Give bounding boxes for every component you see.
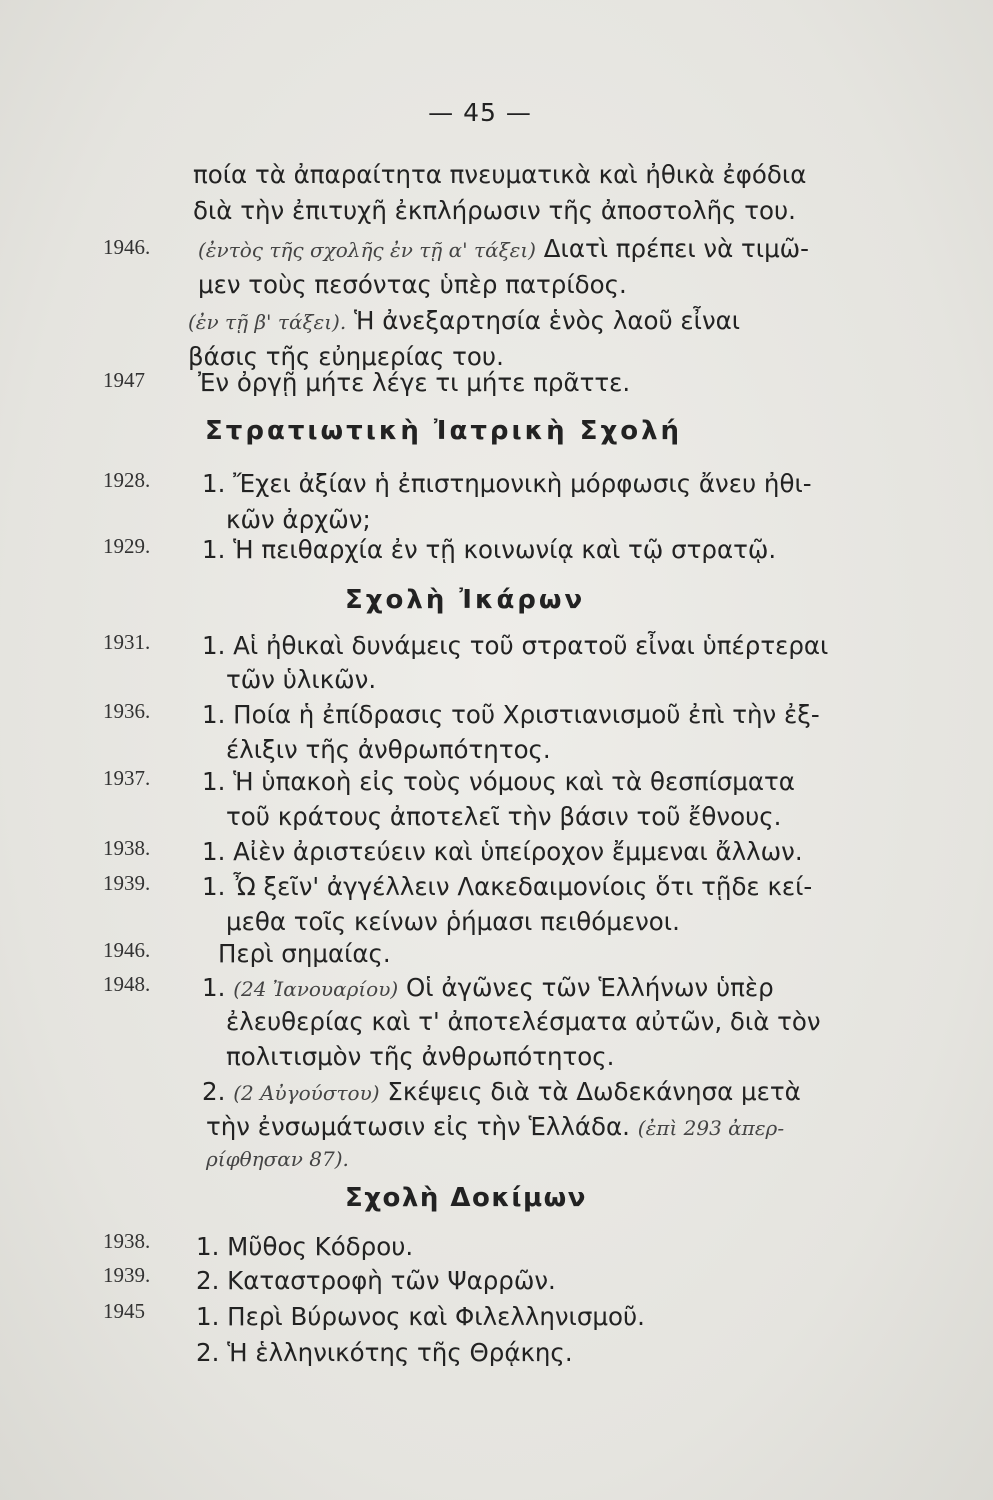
text-line: τῶν ὑλικῶν. [226, 665, 377, 694]
text-line [198, 234, 809, 265]
year-label: 1938. [103, 836, 151, 860]
text-line [206, 1112, 784, 1143]
italic-note: (ἐπὶ 293 ἀπερ- [637, 1116, 785, 1140]
text-line: ἐλευθερίας καὶ τ' ἀποτελέσματα αὐτῶν, διὰ τὸν [226, 1007, 821, 1036]
year-label: 1948. [103, 972, 151, 996]
year-label: 1931. [103, 630, 151, 654]
year-label: 1945 [103, 1299, 145, 1323]
text-line: κῶν ἀρχῶν; [226, 505, 371, 534]
section-heading: Σχολὴ Δοκίμων [345, 1183, 587, 1213]
text-line: έλιξιν τῆς ἀνθρωπότητος. [226, 735, 551, 764]
text-line: 1. Ὦ ξεῖν' ἀγγέλλειν Λακεδαιμονίοις ὅτι τῇδε κεί- [202, 872, 813, 901]
section-heading: Στρατιωτικὴ Ἰατρικὴ Σχολή [205, 416, 683, 446]
italic-note: (ἐν τῇ β' τάξει). [188, 310, 347, 334]
section-heading: Σχολὴ Ἰκάρων [345, 585, 586, 615]
text-line: πολιτισμὸν τῆς ἀνθρωπότητος. [226, 1042, 615, 1071]
italic-note: (ἐντὸς τῆς σχολῆς ἐν τῇ α' τάξει) [198, 238, 536, 262]
page-number: — 45 — [428, 98, 532, 127]
text-line: τοῦ κράτους ἀποτελεῖ τὴν βάσιν τοῦ ἔθνους. [226, 802, 782, 831]
text-line: 1. Περὶ Βύρωνος καὶ Φιλελληνισμοῦ. [196, 1302, 645, 1331]
item-number: 1. [202, 973, 226, 1002]
text-line [202, 973, 774, 1004]
text-line: μεν τοὺς πεσόντας ὑπὲρ πατρίδος. [198, 270, 627, 299]
text-line: 1. Ἡ πειθαρχία ἐν τῇ κοινωνίᾳ καὶ τῷ στρατῷ. [202, 535, 777, 564]
year-label: 1946. [103, 235, 151, 259]
text-span: Σκέψεις διὰ τὰ Δωδεκάνησα μετὰ [387, 1077, 801, 1106]
italic-note: (2 Αὐγούστου) [233, 1081, 380, 1105]
year-label: 1938. [103, 1229, 151, 1253]
italic-note: (24 Ἰανουαρίου) [233, 977, 399, 1001]
text-span: Ἡ ἀνεξαρτησία ἑνὸς λαοῦ εἶναι [354, 306, 741, 335]
text-line [188, 306, 740, 337]
text-span: Διατὶ πρέπει νὰ τιμῶ- [543, 234, 810, 263]
year-label: 1946. [103, 938, 151, 962]
text-line: 2. Καταστροφὴ τῶν Ψαρρῶν. [196, 1266, 556, 1295]
text-line: Περὶ σημαίας. [218, 939, 391, 968]
year-label: 1947 [103, 368, 145, 392]
text-line: Ἐν ὀργῇ μήτε λέγε τι μήτε πρᾶττε. [198, 368, 631, 397]
text-line: 1. Αἱ ἠθικαὶ δυνάμεις τοῦ στρατοῦ εἶναι ὑπέρτεραι [202, 631, 829, 660]
text-line: ποία τὰ ἀπαραίτητα πνευματικὰ καὶ ἠθικὰ ἐφόδια [193, 160, 807, 189]
text-line: διὰ τὴν ἐπιτυχῆ ἐκπλήρωσιν τῆς ἀποστολῆς του. [193, 196, 796, 225]
text-line [202, 1077, 801, 1108]
italic-note: ρίφθησαν 87). [206, 1147, 349, 1171]
text-line: 1. Μῦθος Κόδρου. [196, 1232, 414, 1261]
year-label: 1936. [103, 699, 151, 723]
text-line: 2. Ἡ ἑλληνικότης τῆς Θρᾴκης. [196, 1338, 573, 1367]
text-line: βάσις τῆς εὐημερίας του. [188, 342, 504, 371]
item-number: 2. [202, 1077, 226, 1106]
text-line: 1. Αἰὲν ἀριστεύειν καὶ ὑπείροχον ἔμμεναι ἄλλων. [202, 837, 803, 866]
text-span: Οἱ ἀγῶνες τῶν Ἑλλήνων ὑπὲρ [405, 973, 774, 1002]
text-line: 1. Ἔχει ἀξίαν ἡ ἐπιστημονικὴ μόρφωσις ἄνευ ἠθι- [202, 469, 812, 498]
year-label: 1939. [103, 1263, 151, 1287]
year-label: 1928. [103, 468, 151, 492]
text-line: μεθα τοῖς κείνων ῥήμασι πειθόμενοι. [226, 907, 680, 936]
text-line: 1. Ποία ἡ ἐπίδρασις τοῦ Χριστιανισμοῦ ἐπὶ τὴν ἐξ- [202, 700, 820, 729]
year-label: 1929. [103, 534, 151, 558]
text-line: 1. Ἡ ὑπακοὴ εἰς τοὺς νόμους καὶ τὰ θεσπίσματα [202, 767, 795, 796]
text-line [206, 1143, 349, 1174]
year-label: 1937. [103, 766, 151, 790]
text-span: τὴν ἐνσωμάτωσιν εἰς τὴν Ἑλλάδα. [206, 1112, 630, 1141]
year-label: 1939. [103, 871, 151, 895]
